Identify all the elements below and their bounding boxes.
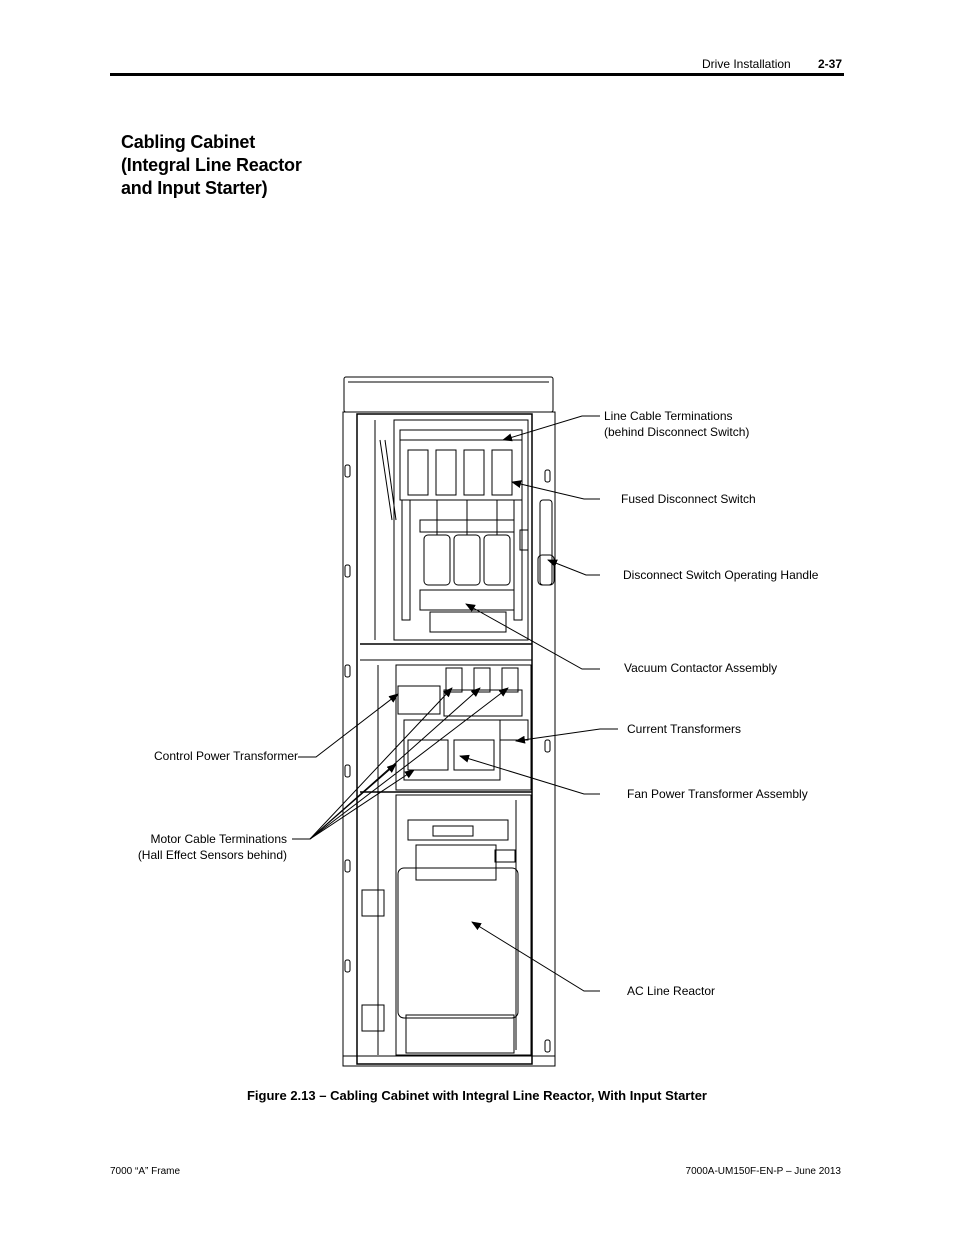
callout-ac-line-reactor: AC Line Reactor — [627, 984, 716, 998]
figure-caption: Figure 2.13 – Cabling Cabinet with Integral Line Reactor, With Input Starter — [246, 1088, 707, 1103]
callout-line-cable-terminations-line-2: (behind Disconnect Switch) — [604, 425, 750, 439]
callout-fused-disconnect-switch: Fused Disconnect Switch — [621, 492, 756, 506]
callout-disconnect-switch-operating-handle: Disconnect Switch Operating Handle — [623, 568, 819, 582]
callout-motor-cable-terminations-line-1: Motor Cable Terminations — [150, 832, 287, 846]
vacuum-contactor — [420, 500, 514, 632]
callout-motor-cable-terminations-line-2: (Hall Effect Sensors behind) — [137, 848, 287, 862]
callout-current-transformers: Current Transformers — [627, 722, 742, 736]
operating-handle — [520, 500, 554, 585]
callout-line-cable-terminations — [604, 408, 749, 440]
section-title-line-1: Cabling Cabinet — [121, 132, 256, 152]
footer-publication: 7000A-UM150F-EN-P – June 2013 — [685, 1166, 841, 1177]
section-title-line-3: and Input Starter) — [121, 178, 268, 198]
footer-product: 7000 “A” Frame — [110, 1166, 181, 1177]
header-page-number: 2-37 — [818, 57, 843, 71]
callout-fan-power-transformer-assembly: Fan Power Transformer Assembly — [627, 787, 808, 801]
header-section-title: Drive Installation — [702, 57, 791, 71]
disconnect-compartment — [394, 420, 528, 640]
callout-leaders — [292, 416, 618, 991]
line-reactor — [396, 795, 531, 1055]
callout-control-power-transformer: Control Power Transformer — [154, 749, 299, 763]
callout-motor-cable-terminations — [138, 831, 287, 863]
cabinet-top-hood — [344, 377, 553, 412]
cabinet-frame — [343, 412, 555, 1066]
callout-vacuum-contactor-assembly: Vacuum Contactor Assembly — [624, 661, 778, 675]
section-title-line-2: (Integral Line Reactor — [121, 155, 302, 175]
callout-line-cable-terminations-line-1: Line Cable Terminations — [604, 409, 733, 423]
